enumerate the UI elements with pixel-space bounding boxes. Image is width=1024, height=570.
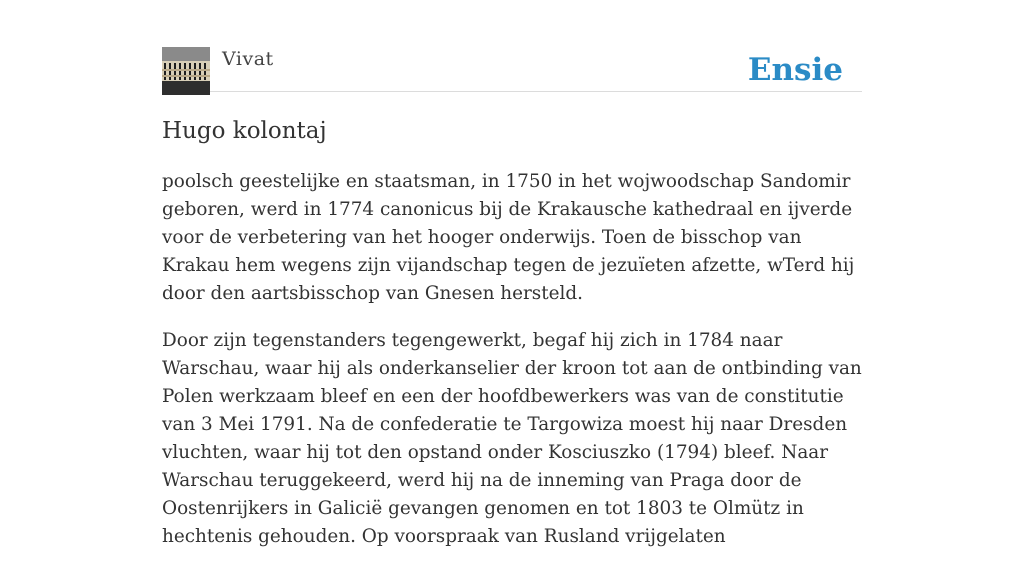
- brand-logo[interactable]: Ensie: [747, 52, 843, 88]
- book-spines-icon: [162, 47, 210, 95]
- paragraph: poolsch geestelijke en staatsman, in 1750 in het wojwoodschap Sandomir geboren, werd in 1774 canonicus bij de Krakausche kathedraal en ijverde voor de verbetering van het hooger onderwijs. Toen de bisschop van Krakau hem wegens zijn vijandschap tegen de jezuïeten afzette, wTerd hij door den aartsbisschop van Gnesen hersteld.: [162, 171, 855, 304]
- paragraph: Door zijn tegenstanders tegengewerkt, begaf hij zich in 1784 naar Warschau, waar hij als onderkanselier der kroon tot aan de ontbinding van Polen werkzaam bleef en een der hoofdbewerkers was van de constitutie van 3 Mei 1791. Na de confederatie te Targowiza moest hij naar Dresden vluchten, waar hij tot den opstand onder Kosciuszko (1794) bleef. Naar Warschau teruggekeerd, werd hij na de inneming van Praga door de Oostenrijkers in Galicië gevangen genomen en tot 1803 te Olmütz in hechtenis gehouden. Op voorspraak van Rusland vrijgelaten: [162, 330, 862, 547]
- page: [162, 0, 862, 547]
- article-body: [162, 168, 864, 570]
- article-title: Hugo kolontaj: [162, 118, 327, 144]
- author-link[interactable]: Vivat: [222, 48, 274, 70]
- header: [162, 0, 862, 92]
- author-avatar[interactable]: [162, 47, 210, 95]
